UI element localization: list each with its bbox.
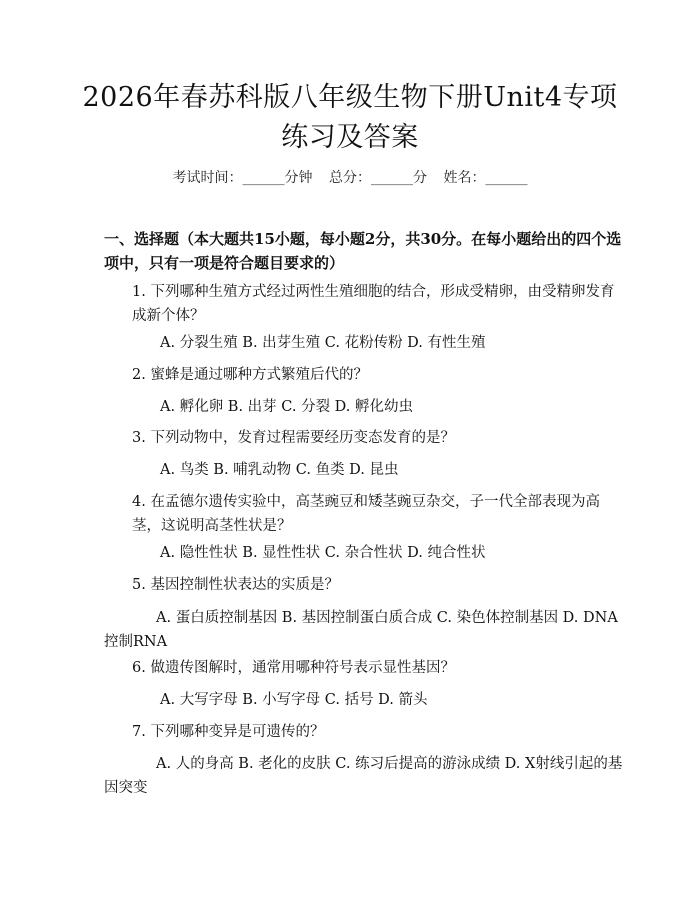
exam-meta xyxy=(0,167,700,187)
question-3 xyxy=(104,426,624,450)
question-6-options: A. 大写字母 B. 小写字母 C. 括号 D. 箭头 xyxy=(160,692,428,708)
question-3-options: A. 鸟类 B. 哺乳动物 C. 鱼类 D. 昆虫 xyxy=(160,462,399,478)
exam-name-field: 姓名：______ xyxy=(443,170,528,186)
question-2 xyxy=(104,363,624,387)
document-title-line2: 练习及答案 xyxy=(281,122,419,153)
exam-time-field: 考试时间：______分钟 xyxy=(172,170,313,186)
question-7 xyxy=(104,720,624,744)
exam-score-field: 总分：______分 xyxy=(329,170,427,186)
question-2-options: A. 孵化卵 B. 出芽 C. 分裂 D. 孵化幼虫 xyxy=(160,399,414,415)
question-1-options: A. 分裂生殖 B. 出芽生殖 C. 花粉传粉 D. 有性生殖 xyxy=(160,335,486,351)
question-5 xyxy=(104,573,624,597)
question-4 xyxy=(104,490,624,538)
question-6 xyxy=(104,656,624,680)
question-4-options: A. 隐性性状 B. 显性性状 C. 杂合性状 D. 纯合性状 xyxy=(160,545,486,561)
section-heading: 一、选择题（本大题共15小题，每小题2分，共30分。在每小题给出的四个选项中，只有一项是符合题目要求的） xyxy=(104,230,622,272)
question-stem: 1. 下列哪种生殖方式经过两性生殖细胞的结合，形成受精卵，由受精卵发育成新个体？ xyxy=(132,284,615,324)
question-1 xyxy=(104,280,624,328)
question-stem: 6. 做遗传图解时，通常用哪种符号表示显性基因？ xyxy=(132,660,455,676)
question-stem: 7. 下列哪种变异是可遗传的？ xyxy=(132,724,325,740)
question-stem: 2. 蜜蜂是通过哪种方式繁殖后代的？ xyxy=(132,367,368,383)
question-7-options: A. 人的身高 B. 老化的皮肤 C. 练习后提高的游泳成绩 D. X射线引起的基因突变 xyxy=(104,756,623,796)
question-stem: 5. 基因控制性状表达的实质是？ xyxy=(132,577,339,593)
question-5-options: A. 蛋白质控制基因 B. 基因控制蛋白质合成 C. 染色体控制基因 D. DNA控制RNA xyxy=(104,610,618,650)
document-title-line1: 2026年春苏科版八年级生物下册Unit4专项 xyxy=(82,82,618,113)
question-stem: 3. 下列动物中，发育过程需要经历变态发育的是？ xyxy=(132,430,455,446)
question-stem: 4. 在孟德尔遗传实验中，高茎豌豆和矮茎豌豆杂交，子一代全部表现为高茎，这说明高茎性状是？ xyxy=(132,494,600,534)
